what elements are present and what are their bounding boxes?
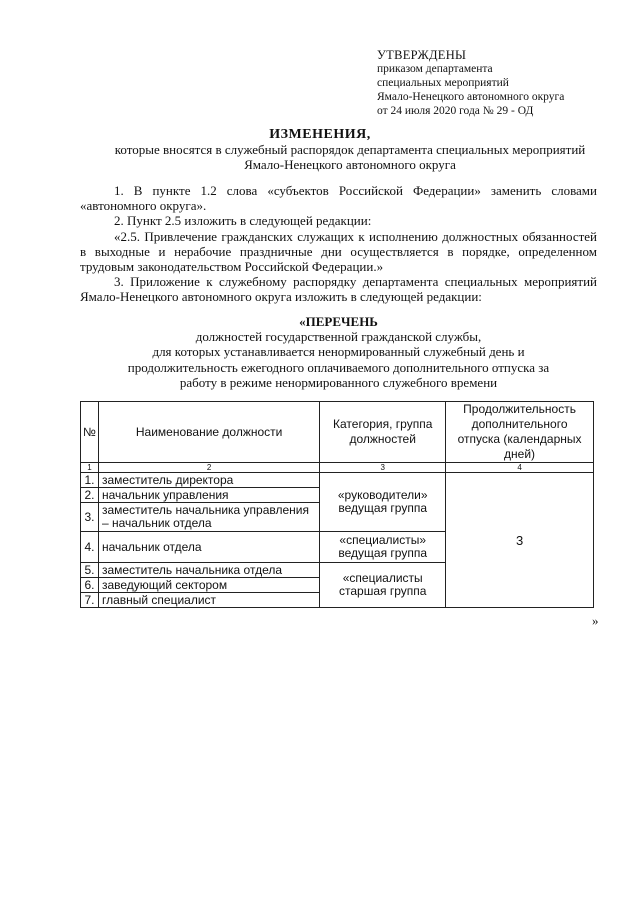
paragraph-1: 1. В пункте 1.2 слова «субъектов Российской Федерации» заменить словами «автономного округа».	[80, 183, 597, 214]
list-subtitle-line: для которых устанавливается ненормированный служебный день и	[152, 344, 525, 360]
positions-table	[80, 401, 594, 608]
paragraph-3: 3. Приложение к служебному распорядку департамента специальных мероприятий Ямало-Ненецкого автономного округа изложить в следующей редакции:	[80, 274, 597, 305]
row-num: 2.	[81, 488, 99, 503]
row-num: 3.	[81, 503, 99, 532]
row-name: заместитель начальника отдела	[98, 563, 319, 578]
document-body	[80, 183, 597, 305]
index-cell: 4	[446, 463, 594, 473]
list-title: «ПЕРЕЧЕНЬ	[299, 314, 378, 329]
category-cell: «специалисты» ведущая группа	[320, 532, 446, 563]
list-subtitle-line: продолжительность ежегодного оплачиваемого дополнительного отпуска за	[127, 359, 550, 375]
row-name: заведующий сектором	[98, 578, 319, 593]
index-cell: 3	[320, 463, 446, 473]
list-heading	[80, 314, 597, 390]
approval-title: УТВЕРЖДЕНЫ	[377, 48, 467, 62]
approval-line: специальных мероприятий	[377, 77, 509, 89]
list-subtitle-line: должностей государственной гражданской службы,	[195, 329, 482, 345]
row-name: начальник отдела	[98, 532, 319, 563]
row-num: 4.	[81, 532, 99, 563]
row-name: заместитель директора	[98, 473, 319, 488]
table-header-row	[81, 402, 594, 463]
row-name: начальник управления	[98, 488, 319, 503]
document-title: ИЗМЕНЕНИЯ,	[269, 127, 371, 142]
approval-line: приказом департамента	[377, 63, 493, 75]
table-index-row	[81, 463, 594, 473]
row-num: 7.	[81, 593, 99, 608]
row-num: 6.	[81, 578, 99, 593]
header-category: Категория, группа должностей	[320, 402, 446, 463]
approval-line: Ямало-Ненецкого автономного округа	[377, 91, 565, 103]
header-num: №	[81, 402, 99, 463]
header-duration: Продолжительность дополнительного отпуска (календарных дней)	[446, 402, 594, 463]
index-cell: 2	[98, 463, 319, 473]
table-row	[81, 473, 594, 488]
row-num: 1.	[81, 473, 99, 488]
header-name: Наименование должности	[98, 402, 319, 463]
row-name: главный специалист	[98, 593, 319, 608]
approval-line: от 24 июля 2020 года № 29 - ОД	[377, 105, 534, 117]
category-cell: «руководители» ведущая группа	[320, 473, 446, 532]
index-cell: 1	[81, 463, 99, 473]
approval-stamp	[377, 48, 627, 118]
paragraph-2: 2. Пункт 2.5 изложить в следующей редакции:	[114, 213, 372, 229]
category-cell: «специалисты старшая группа	[320, 563, 446, 608]
paragraph-2-5: «2.5. Привлечение гражданских служащих к исполнению должностных обязанностей в выходные и нерабочие праздничные дни осуществляется в порядке, определенном трудовым законодательством Российской Федерации.»	[80, 228, 597, 275]
row-num: 5.	[81, 563, 99, 578]
document-subtitle: которые вносятся в служебный распорядок департамента специальных мероприятий Ямало-Ненецкого автономного округа	[114, 142, 586, 172]
list-subtitle-line: работу в режиме ненормированного служебного времени	[179, 374, 498, 390]
closing-quote: »	[592, 613, 599, 628]
row-name: заместитель начальника управления – начальник отдела	[98, 503, 319, 532]
duration-cell: 3	[446, 473, 594, 608]
